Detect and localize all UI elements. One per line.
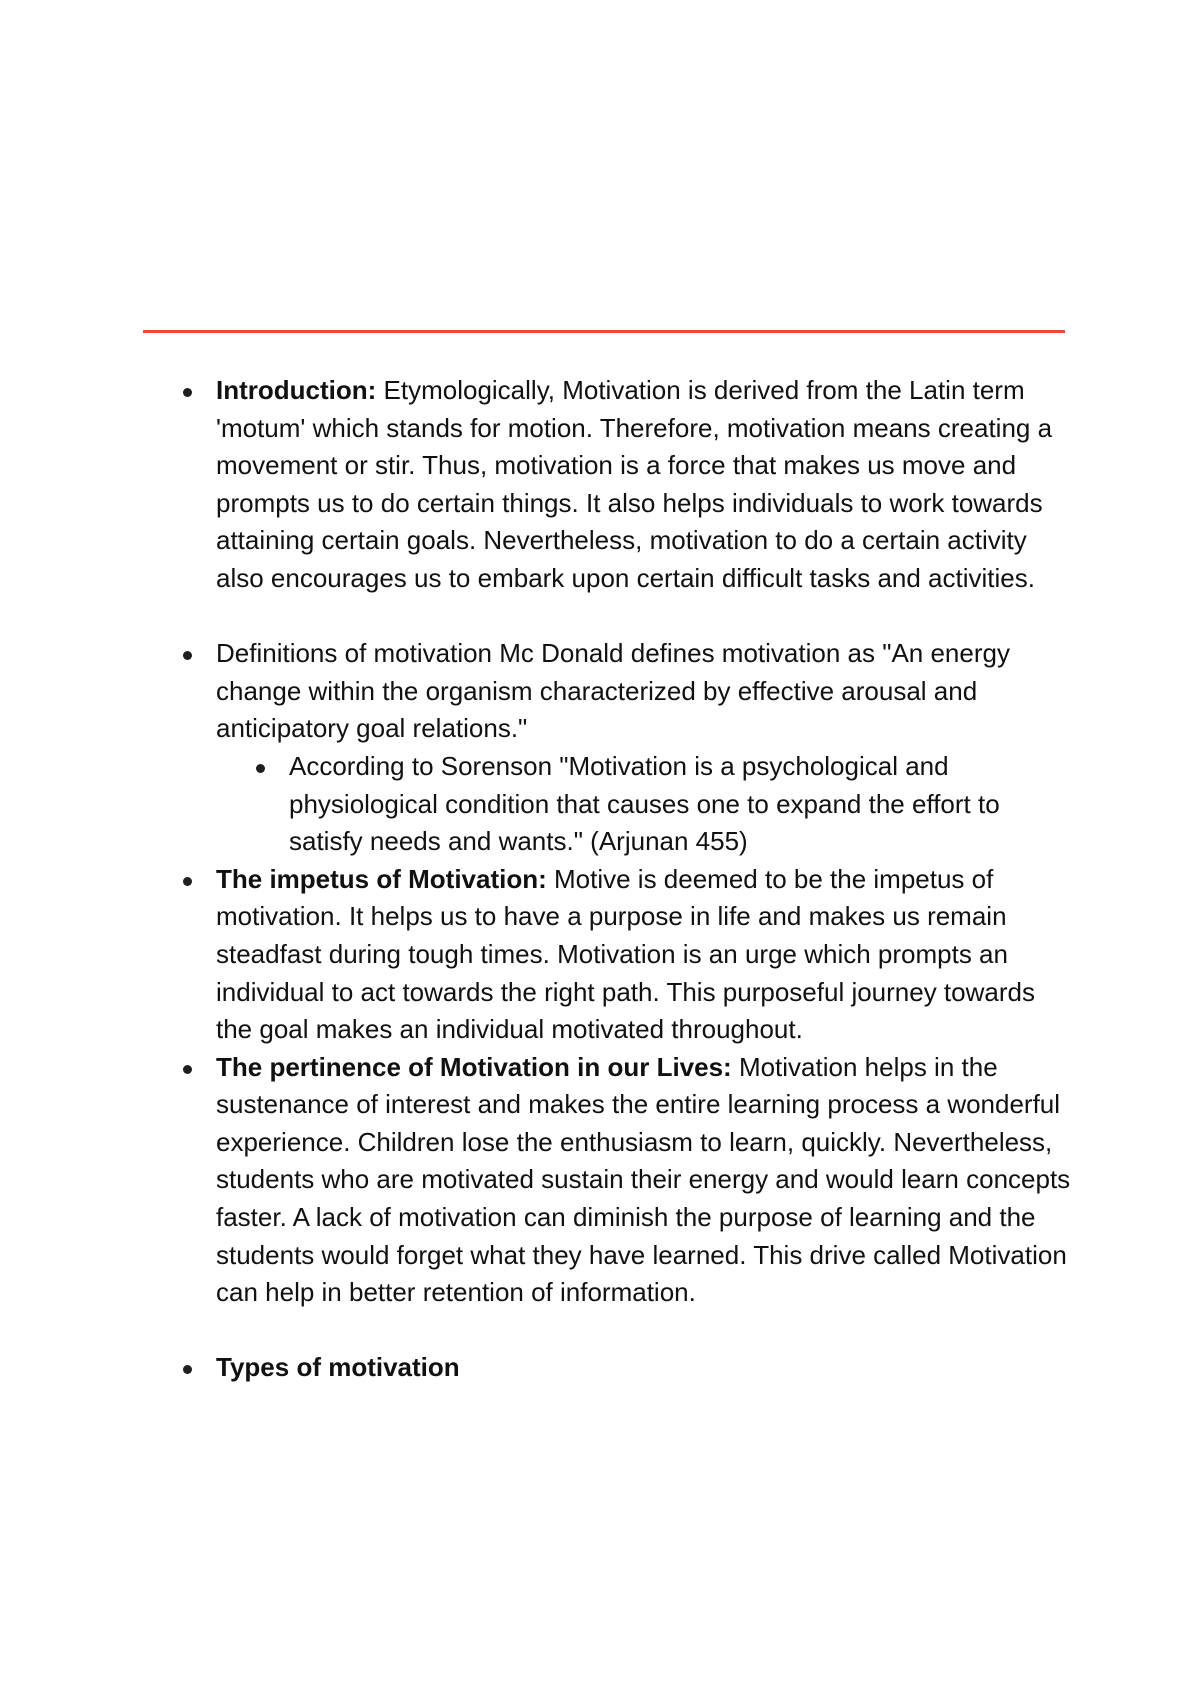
item-title: Types of motivation: [216, 1352, 460, 1383]
bullet-icon: [183, 877, 192, 886]
bullet-icon: [183, 651, 192, 660]
sub-item-text: According to Sorenson "Motivation is a psychological and physiological condition that causes one to expand the effort to satisfy needs and wants." (Arjunan 455): [289, 750, 1000, 857]
item-text: Definitions of motivation Mc Donald defines motivation as "An energy change within the organism characterized by effective arousal and anticipatory goal relations.": [216, 638, 1010, 744]
list-item-impetus: [143, 861, 1073, 1049]
item-text: Etymologically, Motivation is derived from the Latin term 'motum' which stands for motion. Therefore, motivation means creating a movement or stir. Thus, motivation is a force that makes us move and prompts us to do certain things. It also helps individuals to work towards attaining certain goals. Nevertheless, motivation to do a certain activity also encourages us to embark upon certain difficult tasks and activities.: [216, 375, 1053, 593]
bullet-icon: [183, 1365, 192, 1374]
bullet-icon: [256, 764, 265, 773]
item-text: Motive is deemed to be the impetus of motivation. It helps us to have a purpose in life and makes us remain steadfast during tough times. Motivation is an urge which prompts an individual to act towards the right path. This purposeful journey towards the goal makes an individual motivated throughout.: [216, 863, 1035, 1045]
bullet-icon: [183, 388, 192, 397]
item-title: The impetus of Motivation:: [216, 863, 547, 894]
list-item-definitions: [143, 635, 1073, 861]
header-divider: [143, 330, 1065, 333]
item-title: The pertinence of Motivation in our Lives:: [216, 1051, 732, 1082]
sub-list-item-sorenson: [216, 748, 1073, 861]
list-item-introduction: [143, 372, 1073, 598]
item-title: Introduction:: [216, 375, 377, 405]
bullet-icon: [183, 1065, 192, 1074]
item-text: Motivation helps in the sustenance of interest and makes the entire learning process a wonderful experience. Children lose the enthusiasm to learn, quickly. Nevertheless, students who are motivated sustain their energy and would learn concepts faster. A lack of motivation can diminish the purpose of learning and the students would forget what they have learned. This drive called Motivation can help in better retention of information.: [216, 1051, 1071, 1308]
list-item-pertinence: [143, 1049, 1073, 1312]
list-item-types: [143, 1349, 1073, 1387]
document-body: [143, 372, 1073, 1387]
